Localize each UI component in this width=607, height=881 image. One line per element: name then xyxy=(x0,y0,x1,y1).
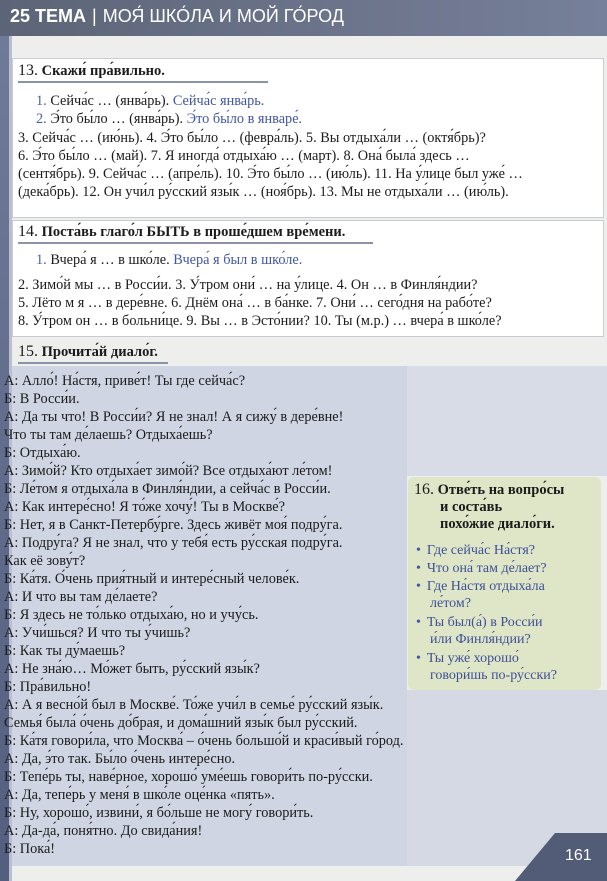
dialog-line: Б: Ка́тя говори́ла, что Москва́ – о́чень большо́й и краси́вый го́род. xyxy=(4,733,404,749)
dialog-line: А: Подру́га? Я не знал, что у тебя́ есть ру́сская подру́га. xyxy=(4,535,343,551)
question-item: • Ты был(а́) в Росси́и и́ли Финля́ндии? xyxy=(416,615,543,647)
dialog-line: Как её зову́т? xyxy=(4,553,86,569)
dialog-line: А: Учи́шься? И что ты у́чишь? xyxy=(4,625,191,641)
dialog-line: Б: Тепе́рь ты, наве́рное, хорошо́ уме́ешь говори́ть по-ру́сски. xyxy=(4,769,373,785)
header-title: МОЯ́ ШКО́ЛА И МОЙ ГО́РОД xyxy=(102,6,344,26)
question-item: • Ты уже́ хорошо́ говори́шь по-ру́сски? xyxy=(416,651,557,683)
dialog-line: А: Да, тепе́рь у меня́ в шко́ле оце́нка «пять». xyxy=(4,787,275,803)
dialog-line: А: Да, э́то так. Бы́ло о́чень интере́сно. xyxy=(4,751,236,767)
ex13-line: 6. Э́то бы́ло … (май). 7. Я иногда́ отдыха́ю … (март). 8. Она́ была́ здесь … xyxy=(18,148,470,164)
page-corner-triangle xyxy=(515,833,555,881)
dialog-line: Б: Отдыха́ю. xyxy=(4,445,81,461)
question-item: • Где На́стя отдыха́ла ле́том? xyxy=(416,579,545,611)
ex14-line: 5. Лёто м я … в дере́вне. 6. Днём она́ … в ба́нке. 7. Они́ … сего́дня на рабо́те? xyxy=(18,295,492,311)
dialog-line: Б: Пока́! xyxy=(4,841,56,857)
header-bar xyxy=(0,0,607,36)
ex13-example-1: 1. Сейча́с … (янва́рь). Сейча́с янва́рь. xyxy=(36,93,265,109)
ex14-line: 8. У́тром он … в больни́це. 9. Вы … в Эсто́нии? 10. Ты (м.р.) … вчера́ в шко́ле? xyxy=(18,313,502,329)
dialog-line: Что ты там де́лаешь? Отдыха́ешь? xyxy=(4,427,213,443)
dialog-line: А: Да-да́, поня́тно. До свида́ния! xyxy=(4,823,203,839)
page-number-box xyxy=(555,833,607,881)
exercise-15-header: 15. Прочита́й диало́г. xyxy=(18,343,158,360)
dialog-line: Б: Ну, хорошо́, извини́, я бо́льше не могу́ говори́ть. xyxy=(4,805,314,821)
question-item: • Где сейча́с На́стя? xyxy=(416,543,535,558)
dialog-line: Б: Ка́тя. О́чень прия́тный и интере́сный челове́к. xyxy=(4,571,300,587)
header-separator: | xyxy=(92,6,97,26)
dialog-line: Б: В Росси́и. xyxy=(4,391,80,407)
exercise-16-header: 16. Отве́ть на вопро́сы и соста́вь похо́жие диало́ги. xyxy=(414,481,565,532)
page-number: 161 xyxy=(565,847,592,864)
exercise-13-underline xyxy=(18,81,268,83)
ex13-line: 3. Сейча́с … (ию́нь). 4. Э́то бы́ло … (февра́ль). 5. Вы отдыха́ли … (октя́брь)? xyxy=(18,130,486,146)
dialog-background-right xyxy=(407,366,607,476)
exercise-14-underline xyxy=(18,242,373,244)
dialog-line: Б: Нет, я в Санкт-Петербу́рге. Здесь живёт моя́ подру́га. xyxy=(4,517,343,533)
dialog-line: Б: Как ты ду́маешь? xyxy=(4,643,126,659)
exercise-16-box xyxy=(408,477,601,690)
dialog-line: А: Алло́! На́стя, приве́т! Ты где сейча́с? xyxy=(4,373,246,389)
dialog-line: А: Как интере́сно! Я то́же хочу́! Ты в Москве́? xyxy=(4,499,285,515)
lesson-label: 25 ТЕМА xyxy=(10,6,87,26)
dialog-line: А: Не зна́ю… Мо́жет быть, ру́сский язы́к? xyxy=(4,661,260,677)
ex13-line: (дека́брь). 12. Он учи́л ру́сский язы́к … (ноя́брь). 13. Мы не отдыха́ли … (ию́ль). xyxy=(18,184,509,200)
ex14-example: 1. Вчера́ я … в шко́ле. Вчера́ я был в шко́ле. xyxy=(36,252,303,268)
exercise-15-underline xyxy=(18,362,168,364)
dialog-line: Б: Ле́том я отдыха́ла в Финля́ндии, а сейча́с в Росси́и. xyxy=(4,481,331,497)
exercise-14-header: 14. Поста́вь глаго́л БЫТЬ в проше́дшем вре́мени. xyxy=(18,223,346,240)
ex14-line: 2. Зимо́й мы … в Росси́и. 3. У́тром они́ … на у́лице. 4. Он … в Финля́ндии? xyxy=(18,277,478,293)
dialog-line: Б: Я здесь не то́лько отдыха́ю, но и учу́сь. xyxy=(4,607,259,623)
question-item: • Что она́ там де́лает? xyxy=(416,561,547,576)
dialog-line: Б: Пра́вильно! xyxy=(4,679,92,695)
dialog-line: А: И что вы там де́лаете? xyxy=(4,589,158,605)
dialog-line: Семья́ была́ о́чень до́брая, и дома́шний язы́к был ру́сский. xyxy=(4,715,358,731)
ex13-example-2: 2. Э́то бы́ло … (янва́рь). Э́то бы́ло в январе́. xyxy=(36,111,303,127)
dialog-line: А: Да ты что! В Росси́и? Я не знал! А я сижу́ в дере́вне! xyxy=(4,409,344,425)
ex13-line: (сентя́брь). 9. Сейча́с … (апре́ль). 10. Э́то бы́ло … (ию́ль). 11. На у́лице был уже́ … xyxy=(18,166,523,182)
dialog-line: А: Зимо́й? Кто отдыха́ет зимо́й? Все отдыха́ют ле́том! xyxy=(4,463,333,479)
exercise-13-header: 13. Скажи́ пра́вильно. xyxy=(18,62,165,79)
page-header xyxy=(10,6,344,27)
dialog-line: А: А я весно́й был в Москве́. То́же учи́л в семье́ ру́сский язы́к. xyxy=(4,697,384,713)
